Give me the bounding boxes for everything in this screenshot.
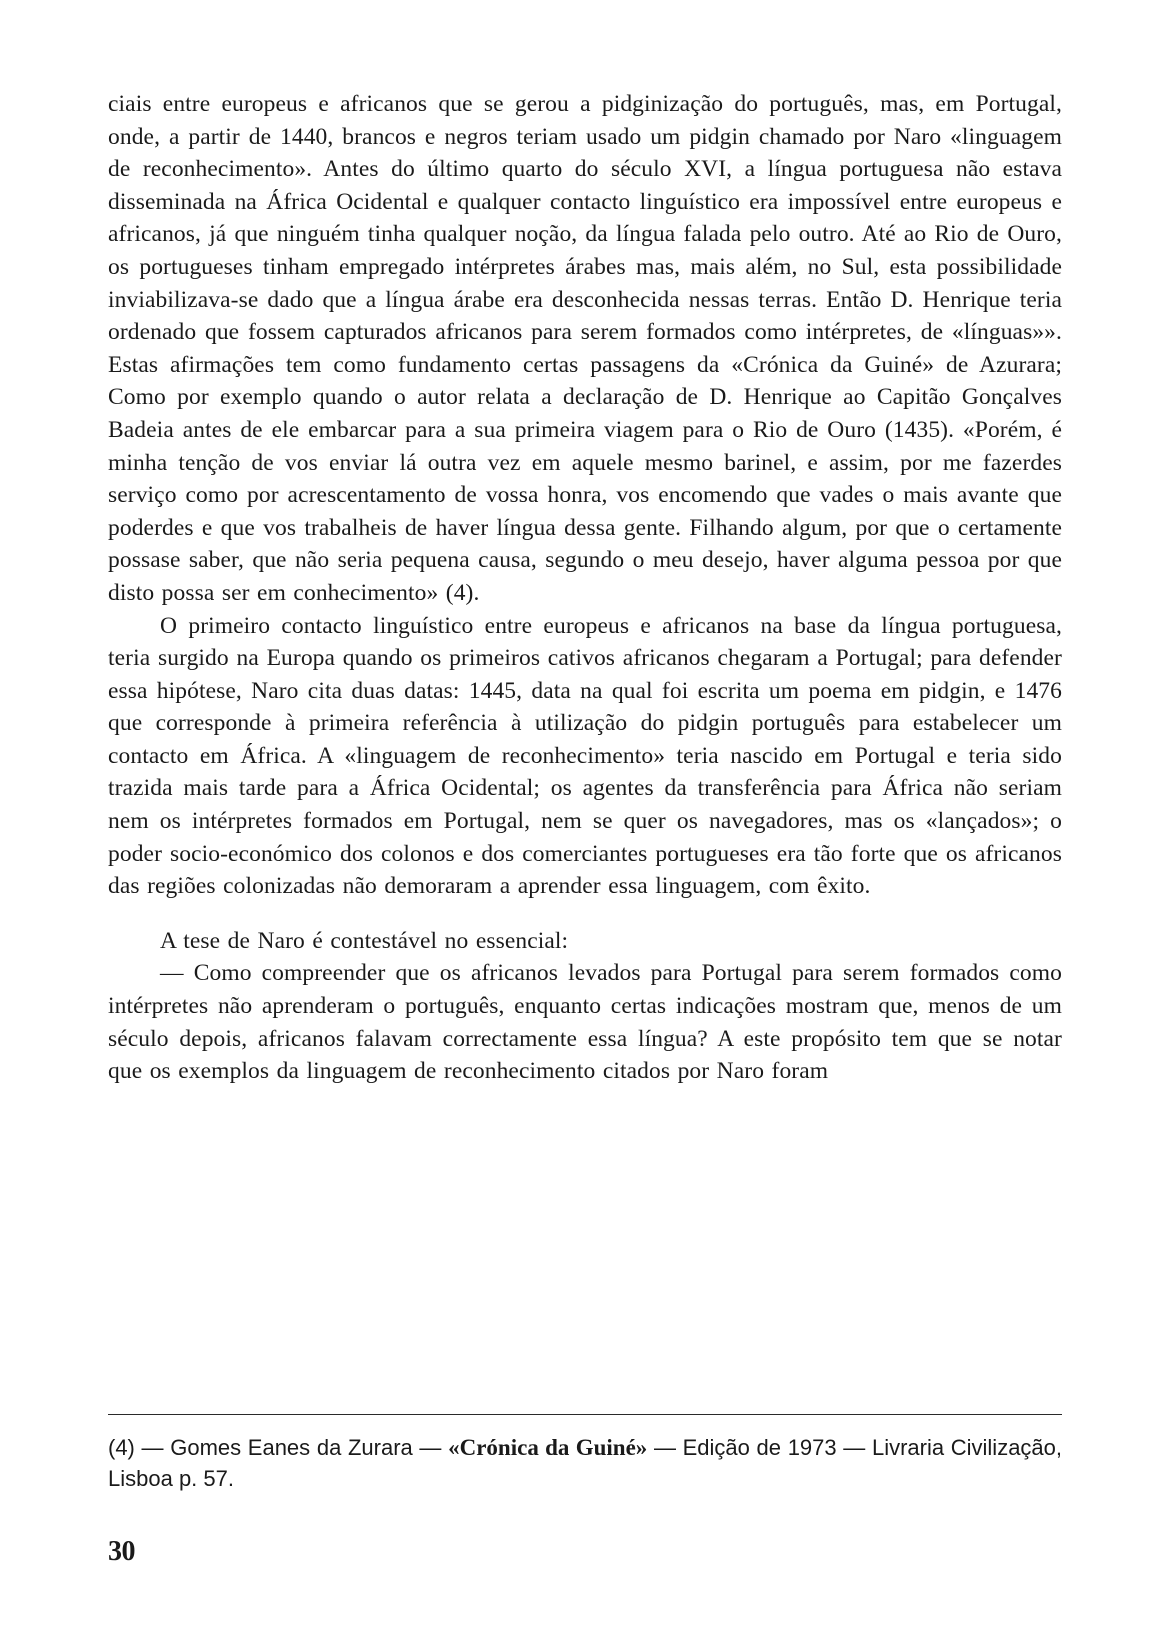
page-number: 30 — [108, 1536, 135, 1567]
footnote — [108, 1432, 1062, 1494]
paragraph-thesis-intro: A tese de Naro é contestável no essencial: — [160, 927, 569, 954]
page-body — [108, 88, 1062, 1088]
paragraph-objection: — Como compreender que os africanos levados para Portugal para serem formados como intérpretes não aprenderam o português, enquanto certas indicações mostram que, menos de um século depois, africanos falavam correctamente essa língua? A este propósito tem que se notar que os exemplos da linguagem de reconhecimento citados por Naro foram — [108, 960, 1062, 1085]
footnote-divider — [108, 1414, 1062, 1415]
footnote-details: — Edição de 1973 — Livraria Civilização, Lisboa p. 57. — [108, 1435, 1063, 1491]
footnote-marker: (4) — [108, 1435, 135, 1460]
paragraph-spacer — [108, 903, 1062, 925]
footnote-author: — Gomes Eanes da Zurara — — [134, 1435, 449, 1460]
paragraph-first-contact: O primeiro contacto linguístico entre europeus e africanos na base da língua portuguesa, teria surgido na Europa quando os primeiros cativos africanos chegaram a Portugal; para defender essa hipótese, Naro cita duas datas: 1445, data na qual foi escrita um poema em pidgin, e 1476 que corresponde à primeira referência à utilização do pidgin português para estabelecer um contacto em África. A «linguagem de reconhecimento» teria nascido em Portugal e teria sido trazida mais tarde para a África Ocidental; os agentes da transferência para África não seriam nem os intérpretes formados em Portugal, nem se quer os navegadores, mas os «lançados»; o poder socio-económico dos colonos e dos comerciantes portugueses era tão forte que os africanos das regiões colonizadas não demoraram a aprender essa linguagem, com êxito. — [108, 612, 1062, 900]
paragraph-continuation: ciais entre europeus e africanos que se gerou a pidginização do português, mas, em Portugal, onde, a partir de 1440, brancos e negros teriam usado um pidgin chamado por Naro «linguagem de reconhecimento». Antes do último quarto do século XVI, a língua portuguesa não estava disseminada na África Ocidental e qualquer contacto linguístico era impossível entre europeus e africanos, já que ninguém tinha qualquer noção, da língua falada pelo outro. Até ao Rio de Ouro, os portugueses tinham empregado intérpretes árabes mas, mais além, no Sul, esta possibilidade inviabilizava-se dado que a língua árabe era desconhecida nessas terras. Então D. Henrique teria ordenado que fossem capturados africanos para serem formados como intérpretes, de «línguas»». Estas afirmações tem como fundamento certas passagens da «Crónica da Guiné» de Azurara; Como por exemplo quando o autor relata a declaração de D. Henrique ao Capitão Gonçalves Badeia antes de ele embarcar para a sua primeira viagem para o Rio de Ouro (1435). «Porém, é minha tenção de vos enviar lá outra vez em aquele mesmo barinel, e assim, por me fazerdes serviço como por acrescentamento de vossa honra, vos encomendo que vades o mais avante que poderdes e que vos trabalheis de haver língua dessa gente. Filhando algum, por que o certamente possase saber, que não seria pequena causa, segundo o meu desejo, haver alguma pessoa por que disto possa ser em conhecimento» (4). — [108, 91, 1062, 606]
footnote-title: «Crónica da Guiné» — [448, 1435, 648, 1460]
